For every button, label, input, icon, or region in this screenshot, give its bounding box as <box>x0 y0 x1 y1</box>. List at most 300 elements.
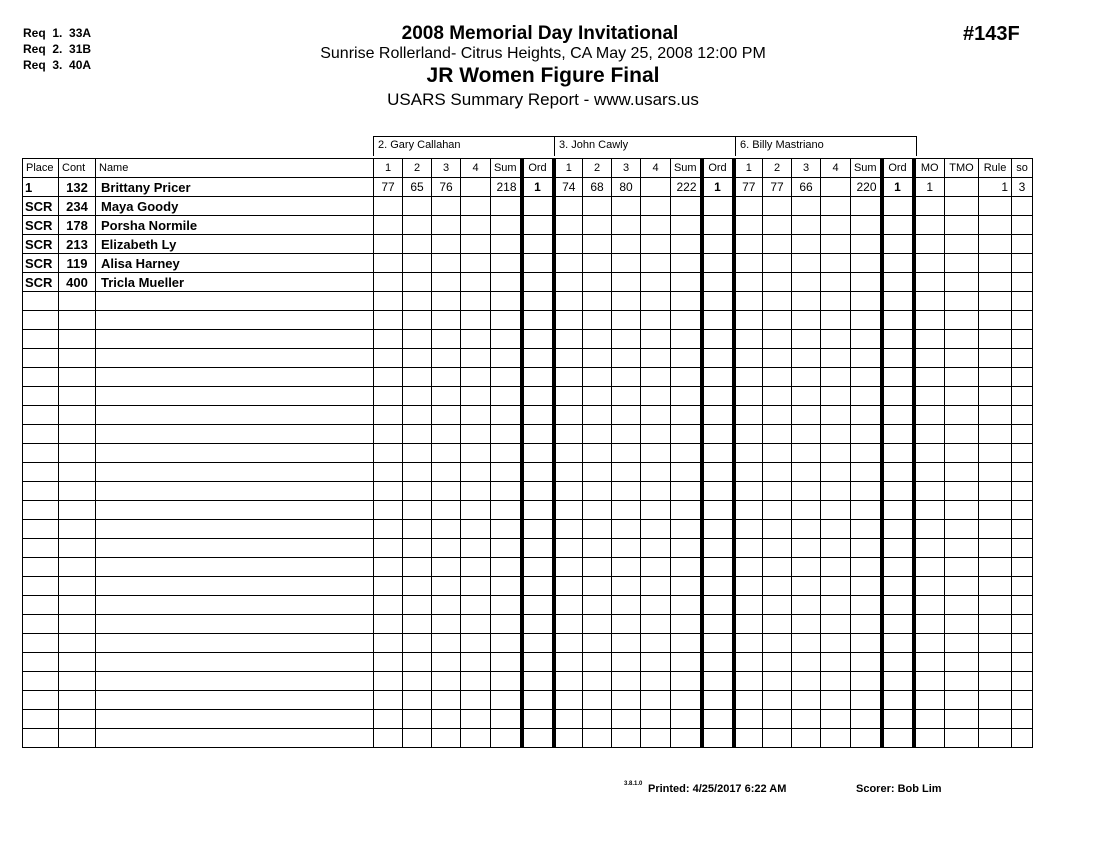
cell-so <box>1012 235 1033 254</box>
cell-judge1-score1 <box>374 292 403 311</box>
cell-judge2-score1 <box>554 520 583 539</box>
cell-mo <box>914 634 945 653</box>
table-row <box>23 444 1033 463</box>
cell-mo <box>914 653 945 672</box>
cell-judge2-score1 <box>554 729 583 748</box>
cell-judge1-sum <box>491 501 522 520</box>
cell-judge1-score2 <box>403 710 432 729</box>
cell-judge2-score3 <box>612 311 641 330</box>
cell-tmo <box>945 349 979 368</box>
cell-judge1-score2 <box>403 501 432 520</box>
judge-2-name: 3. John Cawly <box>554 136 735 156</box>
cell-judge1-ord <box>522 558 554 577</box>
cell-judge2-score3 <box>612 558 641 577</box>
cell-judge2-score3 <box>612 463 641 482</box>
judge-3-name: 6. Billy Mastriano <box>735 136 917 156</box>
cell-place: 1 <box>23 178 59 197</box>
cell-judge3-ord <box>882 292 914 311</box>
cell-mo <box>914 235 945 254</box>
cell-judge2-score4 <box>641 577 671 596</box>
col-mo: MO <box>914 159 945 178</box>
cell-judge3-score3 <box>792 729 821 748</box>
cell-name <box>96 330 374 349</box>
cell-judge1-ord <box>522 406 554 425</box>
cell-judge1-sum <box>491 292 522 311</box>
event-number: #143F <box>963 23 1020 45</box>
cell-judge2-sum <box>671 691 702 710</box>
cell-judge2-score4 <box>641 558 671 577</box>
cell-judge1-score3 <box>432 311 461 330</box>
cell-judge2-ord <box>702 216 734 235</box>
cell-tmo <box>945 691 979 710</box>
cell-judge1-score4 <box>461 254 491 273</box>
table-row <box>23 197 1033 216</box>
cell-judge2-score3 <box>612 615 641 634</box>
table-row <box>23 235 1033 254</box>
cell-judge1-sum <box>491 653 522 672</box>
cell-tmo <box>945 254 979 273</box>
cell-cont <box>59 577 96 596</box>
cell-name <box>96 539 374 558</box>
cell-tmo <box>945 368 979 387</box>
cell-judge3-sum <box>851 406 882 425</box>
cell-judge1-score1 <box>374 368 403 387</box>
cell-judge3-ord <box>882 368 914 387</box>
cell-judge2-score4 <box>641 311 671 330</box>
cell-judge2-score4 <box>641 520 671 539</box>
cell-judge1-score3 <box>432 216 461 235</box>
cell-judge3-score2 <box>763 729 792 748</box>
cell-cont <box>59 482 96 501</box>
cell-judge1-score1 <box>374 349 403 368</box>
cell-judge1-score2 <box>403 463 432 482</box>
cell-judge3-ord <box>882 672 914 691</box>
cell-judge3-ord <box>882 520 914 539</box>
cell-judge1-score2 <box>403 330 432 349</box>
table-row <box>23 273 1033 292</box>
cell-judge3-score4 <box>821 653 851 672</box>
cell-judge1-score2 <box>403 653 432 672</box>
cell-judge2-score1 <box>554 254 583 273</box>
requirement-3: Req 3. 40A <box>23 58 92 72</box>
cell-mo <box>914 691 945 710</box>
cell-judge2-score1 <box>554 558 583 577</box>
cell-mo <box>914 577 945 596</box>
cell-judge3-score1 <box>734 672 763 691</box>
cell-place <box>23 558 59 577</box>
col-judge3-score3: 3 <box>792 159 821 178</box>
cell-name <box>96 425 374 444</box>
cell-rule <box>979 710 1012 729</box>
cell-judge3-sum: 220 <box>851 178 882 197</box>
cell-judge1-ord <box>522 691 554 710</box>
cell-judge1-score2 <box>403 444 432 463</box>
cell-judge2-score4 <box>641 444 671 463</box>
cell-judge2-ord <box>702 634 734 653</box>
cell-judge3-score4 <box>821 330 851 349</box>
cell-cont <box>59 425 96 444</box>
cell-place: SCR <box>23 197 59 216</box>
cell-judge3-score1 <box>734 387 763 406</box>
cell-judge2-score1 <box>554 273 583 292</box>
cell-judge1-score2 <box>403 349 432 368</box>
cell-judge1-score4 <box>461 425 491 444</box>
cell-name <box>96 653 374 672</box>
cell-tmo <box>945 330 979 349</box>
cell-tmo <box>945 482 979 501</box>
cell-judge2-score1 <box>554 615 583 634</box>
cell-judge2-sum <box>671 615 702 634</box>
col-judge3-score2: 2 <box>763 159 792 178</box>
cell-judge3-score1 <box>734 349 763 368</box>
cell-rule <box>979 520 1012 539</box>
cell-so <box>1012 463 1033 482</box>
cell-judge3-score2 <box>763 368 792 387</box>
cell-judge1-score3 <box>432 197 461 216</box>
cell-judge1-score2 <box>403 273 432 292</box>
cell-judge2-score3 <box>612 273 641 292</box>
cell-judge2-score2 <box>583 520 612 539</box>
table-row <box>23 577 1033 596</box>
cell-judge1-score1 <box>374 653 403 672</box>
cell-place: SCR <box>23 273 59 292</box>
cell-judge2-score3 <box>612 406 641 425</box>
cell-judge1-ord <box>522 235 554 254</box>
cell-judge3-ord <box>882 387 914 406</box>
cell-judge2-ord <box>702 273 734 292</box>
cell-judge1-score2 <box>403 216 432 235</box>
cell-judge1-score4 <box>461 292 491 311</box>
cell-place <box>23 577 59 596</box>
cell-judge3-sum <box>851 330 882 349</box>
cell-judge3-sum <box>851 653 882 672</box>
cell-judge2-score4 <box>641 672 671 691</box>
cell-judge2-score4 <box>641 235 671 254</box>
cell-judge2-score3 <box>612 349 641 368</box>
table-row <box>23 634 1033 653</box>
cell-cont: 234 <box>59 197 96 216</box>
cell-judge2-score3 <box>612 710 641 729</box>
cell-judge2-ord <box>702 425 734 444</box>
cell-judge2-score4 <box>641 273 671 292</box>
cell-place <box>23 330 59 349</box>
cell-name: Porsha Normile <box>96 216 374 235</box>
cell-judge2-score2 <box>583 387 612 406</box>
cell-judge1-sum <box>491 349 522 368</box>
cell-judge2-sum <box>671 292 702 311</box>
cell-judge3-score3 <box>792 425 821 444</box>
cell-place <box>23 406 59 425</box>
cell-judge3-ord <box>882 463 914 482</box>
cell-so <box>1012 311 1033 330</box>
cell-judge3-score2 <box>763 672 792 691</box>
col-judge3-sum: Sum <box>851 159 882 178</box>
version-label: 3.8.1.0 <box>624 781 643 787</box>
cell-judge2-score1 <box>554 710 583 729</box>
cell-place <box>23 615 59 634</box>
cell-cont <box>59 406 96 425</box>
cell-judge2-sum <box>671 273 702 292</box>
cell-judge2-sum <box>671 539 702 558</box>
cell-mo <box>914 482 945 501</box>
cell-judge3-score1 <box>734 710 763 729</box>
cell-judge1-score4 <box>461 501 491 520</box>
cell-judge3-score4 <box>821 216 851 235</box>
cell-rule <box>979 501 1012 520</box>
cell-name <box>96 520 374 539</box>
cell-cont <box>59 368 96 387</box>
cell-rule <box>979 235 1012 254</box>
cell-judge1-score4 <box>461 444 491 463</box>
cell-judge3-score1 <box>734 729 763 748</box>
cell-judge1-sum <box>491 729 522 748</box>
cell-so <box>1012 482 1033 501</box>
cell-judge2-sum <box>671 330 702 349</box>
cell-mo <box>914 349 945 368</box>
cell-judge1-score1 <box>374 577 403 596</box>
cell-judge1-score2 <box>403 634 432 653</box>
cell-name <box>96 558 374 577</box>
cell-judge1-score3 <box>432 425 461 444</box>
cell-judge3-score2 <box>763 558 792 577</box>
cell-judge1-score3 <box>432 501 461 520</box>
cell-judge3-ord <box>882 501 914 520</box>
cell-place <box>23 539 59 558</box>
cell-judge3-sum <box>851 216 882 235</box>
cell-judge3-score1 <box>734 197 763 216</box>
cell-judge1-score3 <box>432 691 461 710</box>
cell-judge3-sum <box>851 729 882 748</box>
cell-judge2-score1 <box>554 444 583 463</box>
cell-so <box>1012 653 1033 672</box>
cell-cont <box>59 463 96 482</box>
cell-name <box>96 482 374 501</box>
cell-judge3-score4 <box>821 292 851 311</box>
cell-so <box>1012 577 1033 596</box>
cell-tmo <box>945 653 979 672</box>
cell-place <box>23 501 59 520</box>
cell-judge3-score4 <box>821 368 851 387</box>
cell-judge2-sum <box>671 577 702 596</box>
cell-judge3-score2 <box>763 539 792 558</box>
cell-judge3-score1 <box>734 368 763 387</box>
cell-rule <box>979 634 1012 653</box>
cell-judge1-score4 <box>461 406 491 425</box>
cell-judge3-score4 <box>821 577 851 596</box>
cell-judge2-score4 <box>641 729 671 748</box>
cell-judge2-sum <box>671 653 702 672</box>
cell-judge2-sum <box>671 406 702 425</box>
cell-judge3-score1 <box>734 406 763 425</box>
cell-name <box>96 596 374 615</box>
competition-title: 2008 Memorial Day Invitational <box>401 23 679 44</box>
cell-judge3-sum <box>851 672 882 691</box>
cell-judge2-score1 <box>554 197 583 216</box>
cell-judge3-score4 <box>821 425 851 444</box>
table-row <box>23 406 1033 425</box>
cell-so: 3 <box>1012 178 1033 197</box>
cell-judge3-score2 <box>763 387 792 406</box>
cell-judge3-score1 <box>734 216 763 235</box>
cell-judge3-ord <box>882 311 914 330</box>
cell-judge2-score1 <box>554 539 583 558</box>
table-row <box>23 292 1033 311</box>
cell-judge2-sum <box>671 368 702 387</box>
cell-cont <box>59 615 96 634</box>
cell-place <box>23 691 59 710</box>
cell-judge1-score4 <box>461 596 491 615</box>
cell-judge1-sum <box>491 691 522 710</box>
cell-so <box>1012 691 1033 710</box>
cell-rule <box>979 482 1012 501</box>
cell-judge2-score1 <box>554 311 583 330</box>
cell-judge3-score4 <box>821 634 851 653</box>
cell-place <box>23 653 59 672</box>
cell-judge3-score1: 77 <box>734 178 763 197</box>
cell-judge2-score4 <box>641 710 671 729</box>
cell-judge1-score1 <box>374 615 403 634</box>
cell-judge1-score2 <box>403 425 432 444</box>
cell-judge2-score3 <box>612 653 641 672</box>
cell-judge2-score3 <box>612 596 641 615</box>
cell-judge2-ord <box>702 482 734 501</box>
cell-judge2-score4 <box>641 368 671 387</box>
cell-tmo <box>945 463 979 482</box>
cell-judge2-sum <box>671 501 702 520</box>
cell-place <box>23 520 59 539</box>
cell-judge2-score3 <box>612 235 641 254</box>
cell-judge1-score2 <box>403 539 432 558</box>
cell-judge1-sum <box>491 710 522 729</box>
cell-judge2-score3 <box>612 387 641 406</box>
cell-judge2-score4 <box>641 634 671 653</box>
col-cont: Cont <box>59 159 96 178</box>
cell-judge1-score3 <box>432 577 461 596</box>
cell-judge1-score2 <box>403 729 432 748</box>
cell-judge1-score3 <box>432 387 461 406</box>
cell-judge3-sum <box>851 539 882 558</box>
cell-judge2-score1 <box>554 634 583 653</box>
cell-cont <box>59 596 96 615</box>
cell-so <box>1012 406 1033 425</box>
cell-judge2-score3 <box>612 368 641 387</box>
cell-rule <box>979 558 1012 577</box>
printed-timestamp: Printed: 4/25/2017 6:22 AM <box>648 783 787 795</box>
cell-judge1-score1 <box>374 235 403 254</box>
cell-mo <box>914 330 945 349</box>
cell-judge2-ord: 1 <box>702 178 734 197</box>
cell-judge3-score3 <box>792 349 821 368</box>
cell-judge1-score2 <box>403 292 432 311</box>
cell-rule <box>979 197 1012 216</box>
cell-judge1-score2 <box>403 197 432 216</box>
cell-so <box>1012 330 1033 349</box>
cell-judge1-score2 <box>403 387 432 406</box>
cell-judge3-sum <box>851 615 882 634</box>
table-row <box>23 387 1033 406</box>
cell-judge3-score2 <box>763 254 792 273</box>
col-judge2-ord: Ord <box>702 159 734 178</box>
cell-rule <box>979 577 1012 596</box>
cell-judge1-ord <box>522 197 554 216</box>
cell-judge1-score3 <box>432 368 461 387</box>
cell-judge2-score1 <box>554 501 583 520</box>
cell-judge1-score3 <box>432 406 461 425</box>
cell-judge3-score3: 66 <box>792 178 821 197</box>
cell-rule <box>979 311 1012 330</box>
cell-judge3-score4 <box>821 558 851 577</box>
cell-judge2-sum <box>671 387 702 406</box>
table-row <box>23 558 1033 577</box>
cell-judge1-ord <box>522 463 554 482</box>
cell-judge2-score4 <box>641 178 671 197</box>
cell-so <box>1012 501 1033 520</box>
cell-judge1-ord <box>522 216 554 235</box>
cell-judge3-sum <box>851 235 882 254</box>
cell-judge1-ord <box>522 672 554 691</box>
cell-mo <box>914 463 945 482</box>
cell-place: SCR <box>23 216 59 235</box>
cell-judge3-score3 <box>792 197 821 216</box>
table-row <box>23 710 1033 729</box>
cell-judge2-score3 <box>612 520 641 539</box>
cell-judge2-ord <box>702 558 734 577</box>
cell-tmo <box>945 273 979 292</box>
cell-judge2-score2 <box>583 672 612 691</box>
cell-judge2-ord <box>702 444 734 463</box>
cell-rule <box>979 254 1012 273</box>
cell-judge2-score3 <box>612 197 641 216</box>
cell-judge2-ord <box>702 368 734 387</box>
cell-so <box>1012 444 1033 463</box>
cell-judge3-sum <box>851 691 882 710</box>
cell-judge3-ord <box>882 634 914 653</box>
cell-judge3-score3 <box>792 444 821 463</box>
cell-tmo <box>945 615 979 634</box>
cell-judge2-score3 <box>612 729 641 748</box>
cell-judge1-score2 <box>403 615 432 634</box>
cell-rule <box>979 615 1012 634</box>
cell-judge3-score3 <box>792 254 821 273</box>
cell-judge2-sum <box>671 729 702 748</box>
cell-name <box>96 311 374 330</box>
cell-judge2-sum: 222 <box>671 178 702 197</box>
cell-judge2-score1 <box>554 387 583 406</box>
cell-judge2-score2 <box>583 463 612 482</box>
cell-so <box>1012 672 1033 691</box>
cell-cont <box>59 520 96 539</box>
cell-judge3-score4 <box>821 615 851 634</box>
cell-judge2-score3 <box>612 577 641 596</box>
cell-judge2-ord <box>702 197 734 216</box>
cell-judge2-sum <box>671 463 702 482</box>
cell-judge1-sum <box>491 330 522 349</box>
col-rule: Rule <box>979 159 1012 178</box>
cell-rule <box>979 273 1012 292</box>
cell-judge1-sum <box>491 254 522 273</box>
cell-judge3-score1 <box>734 501 763 520</box>
requirement-1: Req 1. 33A <box>23 26 92 40</box>
cell-judge2-score1 <box>554 463 583 482</box>
cell-place <box>23 425 59 444</box>
cell-judge3-score3 <box>792 539 821 558</box>
cell-judge3-score3 <box>792 387 821 406</box>
cell-judge1-ord <box>522 729 554 748</box>
cell-name <box>96 634 374 653</box>
cell-judge2-score4 <box>641 216 671 235</box>
cell-judge2-score2 <box>583 273 612 292</box>
cell-judge1-score1: 77 <box>374 178 403 197</box>
